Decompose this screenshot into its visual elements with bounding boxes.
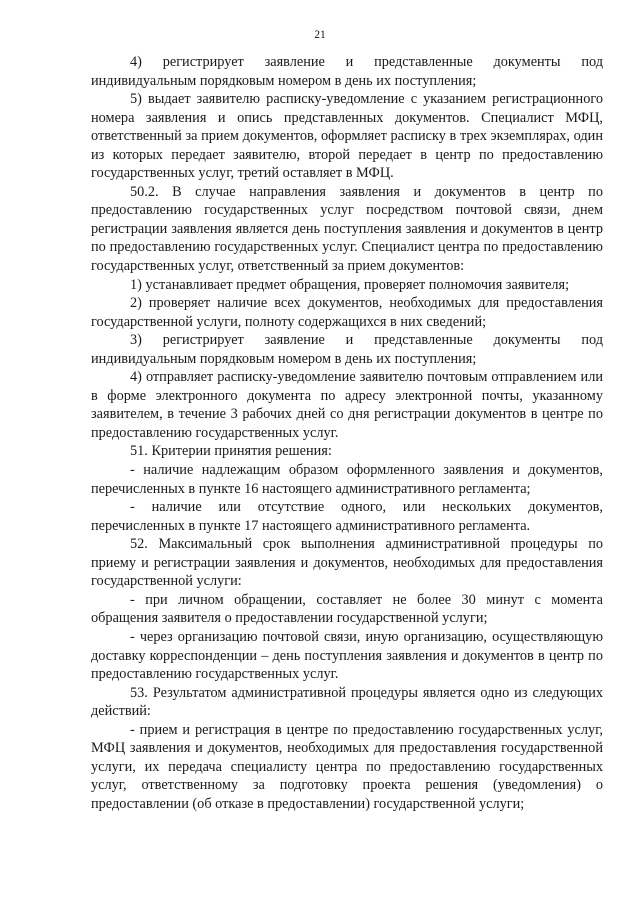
paragraph-deadline-postal: - через организацию почтовой связи, иную организацию, осуществляющую доставку корреспонденции – день поступления заявления и документов в центр по предоставлению государственных услуг. (91, 628, 603, 683)
paragraph-result-reception: - прием и регистрация в центре по предоставлению государственных услуг, МФЦ заявления и документов, необходимых для предоставления государственной услуги, их передача специалисту центра по предоставлению государственных услуг, ответственному за подготовку проекта решения (уведомления) о предоставлении (об отказе в предоставлении) государственной услуги; (91, 721, 603, 812)
paragraph-53-result: 53. Результатом административной процедуры является одно из следующих действий: (91, 684, 603, 720)
document-body (91, 53, 603, 813)
page-number: 21 (314, 29, 326, 41)
paragraph-item-1-subject: 1) устанавливает предмет обращения, проверяет полномочия заявителя; (130, 276, 570, 293)
paragraph-item-4-send-receipt: 4) отправляет расписку-уведомление заявителю почтовым отправлением или в форме электронного документа по адресу электронной почты, указанному заявителем, в течение 3 рабочих дней со дня регистрации документов в центре по предоставлению государственных услуг. (91, 369, 603, 441)
paragraph-item-5-receipt: 5) выдает заявителю расписку-уведомление с указанием регистрационного номера заявления и опись представленных документов. Специалист МФЦ, ответственный за прием документов, оформляет расписку в трех экземплярах, один из которых передает заявителю, второй передает в центр по предоставлению государственных услуг, третий оставляет в МФЦ. (91, 91, 603, 182)
paragraph-criteria-presence: - наличие или отсутствие одного, или нескольких документов, перечисленных в пункте 17 настоящего административного регламента. (91, 499, 603, 534)
paragraph-item-4-register: 4) регистрирует заявление и представленные документы под индивидуальным порядковым номером в день их поступления; (91, 54, 603, 89)
paragraph-51-criteria: 51. Критерии принятия решения: (130, 443, 332, 460)
paragraph-50-2: 50.2. В случае направления заявления и документов в центр по предоставлению государственных услуг посредством почтовой связи, днем регистрации заявления является день поступления заявления и документов в центр по предоставлению государственных услуг. Специалист центра по предоставлению государственных услуг, ответственный за прием документов: (91, 183, 603, 275)
paragraph-item-2-check: 2) проверяет наличие всех документов, необходимых для предоставления государственной услуги, полноту содержащихся в них сведений; (91, 295, 603, 330)
paragraph-deadline-personal: - при личном обращении, составляет не более 30 минут с момента обращения заявителя о предоставлении государственной услуги; (91, 591, 603, 627)
paragraph-52-deadline: 52. Максимальный срок выполнения административной процедуры по приему и регистрации заявления и документов, необходимых для предоставления государственной услуги: (91, 536, 603, 590)
paragraph-item-3-register: 3) регистрирует заявление и представленные документы под индивидуальным порядковым номером в день их поступления; (91, 332, 603, 367)
paragraph-criteria-proper: - наличие надлежащим образом оформленного заявления и документов, перечисленных в пункте 16 настоящего административного регламента; (91, 462, 603, 497)
